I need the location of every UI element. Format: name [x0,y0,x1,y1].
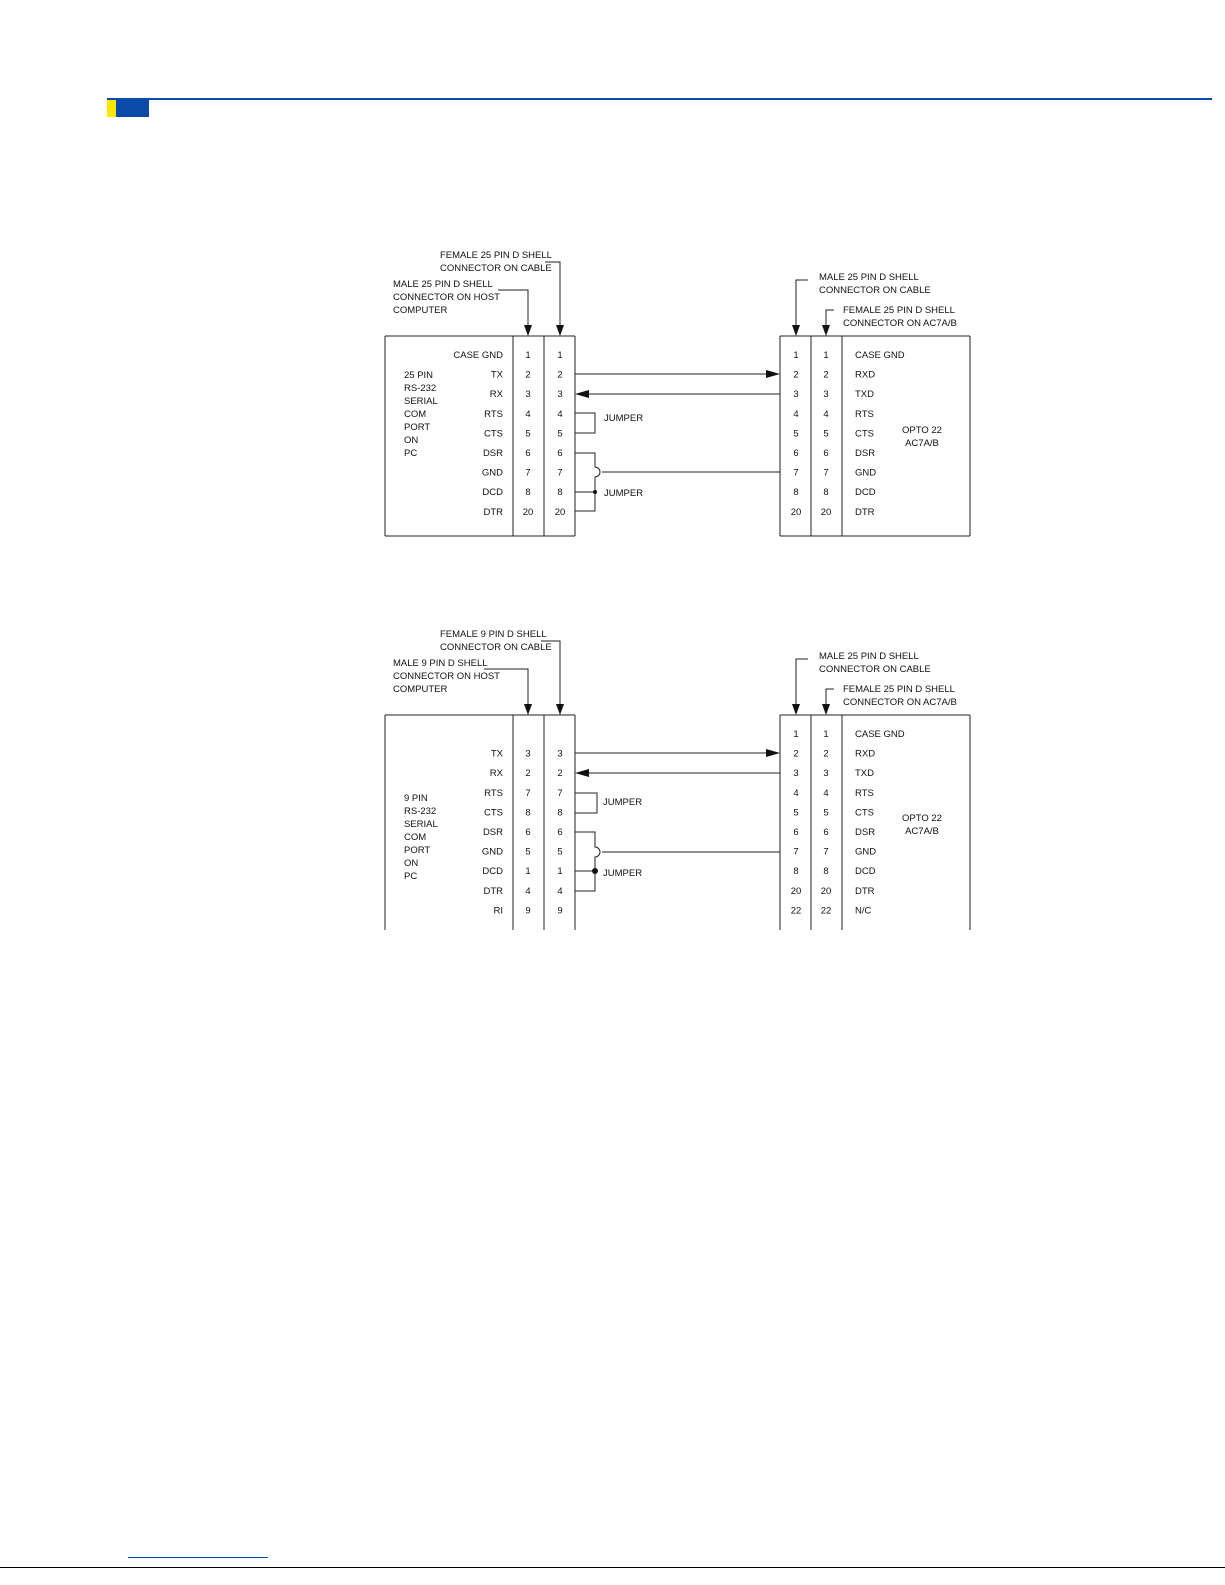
pc-signal: GND [481,846,503,858]
pc-desc-line: RS-232 [404,383,437,394]
pc-signal: DCD [482,866,503,878]
jumper-rts-cts [575,793,597,813]
label-male-host-line1: MALE 9 PIN D SHELL [393,658,488,669]
dev-pin: 6 [823,448,829,459]
footer-rule [0,1567,1225,1568]
cable-pin-dev: 4 [793,408,799,420]
label-male-cable-line1: MALE 25 PIN D SHELL [819,272,919,283]
dev-pin: 4 [823,408,829,420]
device-desc-line1: OPTO 22 [902,813,942,824]
arrowhead [792,325,800,336]
junction-dot [593,490,597,494]
pc-signal: RI [493,905,503,917]
pc-pin: 1 [525,866,531,878]
cable-pin: 2 [557,768,563,780]
cable-pin-dev: 5 [793,807,799,819]
pc-signal: TX [490,748,503,760]
dev-signal: N/C [855,905,872,917]
dev-pin: 2 [823,369,829,381]
label-male-host-line3: COMPUTER [393,684,448,695]
pc-signal: DSR [482,448,503,459]
pc-signal: RX [489,389,503,401]
dev-pin: 7 [823,467,829,479]
cable-pin-dev: 5 [793,428,799,440]
label-male-host-line1: MALE 25 PIN D SHELL [393,279,493,290]
pin-rows [482,729,905,916]
cable-pin-dev: 7 [793,846,799,858]
dev-pin: 6 [823,827,829,838]
jumper-label-2: JUMPER [603,868,643,879]
cable-pin: 8 [557,487,563,499]
pc-pin: 5 [525,428,531,440]
pc-pin: 2 [525,768,531,780]
cable-pin-dev: 20 [790,506,802,518]
dev-signal: CASE GND [855,350,905,361]
pc-signal: DCD [482,487,503,499]
device-desc-line1: OPTO 22 [902,425,942,436]
pc-pin: 7 [525,787,531,799]
arrowhead-right [766,370,780,378]
pc-desc-line: SERIAL [404,819,438,830]
dev-pin: 1 [823,350,829,361]
cable-pin-dev: 2 [793,369,799,381]
dev-signal: CASE GND [855,729,905,740]
cable-pin: 7 [557,787,563,799]
pc-desc-line: PC [404,448,418,459]
label-male-host-line2: CONNECTOR ON HOST [393,671,500,682]
cable-pin-dev: 3 [793,768,799,780]
pc-description [404,370,438,459]
cable-pin: 4 [557,885,563,897]
dev-signal: DSR [855,448,876,459]
arrowhead [792,704,800,715]
dev-signal: RTS [855,787,874,799]
pc-signal: DSR [482,827,503,838]
cable-pin-dev: 8 [793,866,799,878]
dev-signal: TXD [855,389,874,401]
pc-desc-line: PORT [404,845,431,856]
pc-description [404,793,438,882]
label-male-host-line3: COMPUTER [393,305,448,316]
dev-signal: DCD [855,487,876,499]
pc-pin: 8 [525,807,531,819]
cable-pin: 4 [557,408,563,420]
cable-pin-dev: 22 [790,905,802,917]
jumper-label-1: JUMPER [603,797,643,808]
header-yellow-tab [107,100,116,117]
arrowhead [822,704,830,715]
dev-pin: 8 [823,487,829,499]
pc-desc-line: COM [404,832,427,843]
jumper-label-2: JUMPER [604,488,644,499]
cable-pin: 5 [557,846,563,858]
jumper-rts-cts [575,413,595,433]
arrowhead-left [575,769,589,777]
label-female-cable-line1: FEMALE 25 PIN D SHELL [440,250,552,261]
dev-signal: CTS [855,428,874,440]
cable-pin-dev: 20 [790,885,802,897]
cable-pin-dev: 6 [793,448,799,459]
dev-pin: 3 [823,768,829,780]
label-female-ac7-line1: FEMALE 25 PIN D SHELL [843,684,955,695]
label-female-cable-line1: FEMALE 9 PIN D SHELL [440,629,547,640]
pin-rows [453,350,904,518]
dev-pin: 20 [820,885,832,897]
pc-desc-line: 25 PIN [404,370,434,381]
label-male-cable-line2: CONNECTOR ON CABLE [819,285,931,296]
dev-signal: GND [855,467,877,479]
pc-desc-line: PORT [404,422,431,433]
junction-dot [592,868,598,874]
arrowhead [822,325,830,336]
cable-pin: 6 [557,827,563,838]
cable-pin: 6 [557,448,563,459]
dev-signal: RTS [855,408,874,420]
dev-signal: GND [855,846,877,858]
cable-pin: 1 [557,350,563,361]
leader-male-cable [796,659,808,707]
cable-pin: 5 [557,428,563,440]
cable-pin-dev: 2 [793,748,799,760]
dev-pin: 3 [823,389,829,401]
label-male-host-line2: CONNECTOR ON HOST [393,292,500,303]
cable-pin-dev: 8 [793,487,799,499]
cable-pin: 3 [557,389,563,401]
cable-pin-dev: 7 [793,467,799,479]
cable-pin: 20 [554,506,566,518]
header-blue-tab [116,100,149,117]
pc-pin: 4 [525,408,531,420]
arrowhead-right [766,749,780,757]
pc-signal: RX [489,768,503,780]
dev-signal: DTR [855,885,875,897]
leader-male-cable [796,280,808,328]
leader-male-host [498,290,528,328]
label-female-ac7-line1: FEMALE 25 PIN D SHELL [843,305,955,316]
arrowhead [556,704,564,715]
wiring-diagram-9pin [0,620,1225,935]
dev-pin: 8 [823,866,829,878]
cable-pin-dev: 4 [793,787,799,799]
dev-signal: DSR [855,827,876,838]
pc-pin: 4 [525,885,531,897]
pc-pin: 20 [522,506,534,518]
jumper-dsr-dcd-dtr [575,832,600,891]
arrowhead [524,325,532,336]
dev-pin: 2 [823,748,829,760]
pc-pin: 8 [525,487,531,499]
dev-pin: 20 [820,506,832,518]
device-desc-line2: AC7A/B [905,826,939,837]
pc-pin: 3 [525,748,531,760]
pc-desc-line: ON [404,435,419,446]
pc-pin: 5 [525,846,531,858]
device-desc-line2: AC7A/B [905,438,939,449]
cable-pin: 2 [557,369,563,381]
pc-signal: CASE GND [453,350,503,361]
label-female-cable-line2: CONNECTOR ON CABLE [440,263,552,274]
dev-signal: TXD [855,768,874,780]
pc-pin: 6 [525,827,531,838]
jumper-dsr-dcd-dtr [575,453,600,511]
dev-pin: 22 [820,905,832,917]
arrowhead [524,704,532,715]
pc-pin: 2 [525,369,531,381]
dev-pin: 4 [823,787,829,799]
pc-desc-line: COM [404,409,427,420]
jumper-label-1: JUMPER [604,413,644,424]
pc-signal: TX [490,369,503,381]
dev-pin: 5 [823,428,829,440]
pc-signal: DTR [483,885,503,897]
pc-desc-line: ON [404,858,419,869]
cable-pin: 1 [557,866,563,878]
header-rule [107,98,1212,100]
footer-link-underline[interactable] [128,1557,268,1558]
dev-signal: CTS [855,807,874,819]
pc-signal: RTS [484,408,503,420]
label-female-ac7-line2: CONNECTOR ON AC7A/B [843,697,957,708]
dev-signal: DTR [855,506,875,518]
pc-desc-line: RS-232 [404,806,437,817]
label-female-ac7-line2: CONNECTOR ON AC7A/B [843,318,957,329]
dev-pin: 1 [823,729,829,740]
arrowhead-left [575,390,589,398]
cable-pin: 7 [557,467,563,479]
pc-signal: CTS [484,807,503,819]
pc-signal: CTS [484,428,503,440]
cable-pin-dev: 1 [793,350,799,361]
pc-signal: RTS [484,787,503,799]
label-female-cable-line2: CONNECTOR ON CABLE [440,642,552,653]
cable-pin: 3 [557,748,563,760]
pc-desc-line: 9 PIN [404,793,428,804]
arrowhead [556,325,564,336]
pc-pin: 7 [525,467,531,479]
dev-signal: RXD [855,369,876,381]
dev-pin: 5 [823,807,829,819]
cable-pin: 9 [557,905,563,917]
pc-desc-line: SERIAL [404,396,438,407]
pc-pin: 6 [525,448,531,459]
label-male-cable-line1: MALE 25 PIN D SHELL [819,651,919,662]
dev-signal: RXD [855,748,876,760]
pc-pin: 9 [525,905,531,917]
pc-pin: 3 [525,389,531,401]
cable-pin-dev: 1 [793,729,799,740]
wiring-diagram-25pin [0,240,1225,550]
pc-pin: 1 [525,350,531,361]
label-male-cable-line2: CONNECTOR ON CABLE [819,664,931,675]
pc-desc-line: PC [404,871,418,882]
cable-pin-dev: 3 [793,389,799,401]
cable-pin-dev: 6 [793,827,799,838]
pc-signal: GND [481,467,503,479]
cable-pin: 8 [557,807,563,819]
pc-signal: DTR [483,506,503,518]
dev-signal: DCD [855,866,876,878]
dev-pin: 7 [823,846,829,858]
